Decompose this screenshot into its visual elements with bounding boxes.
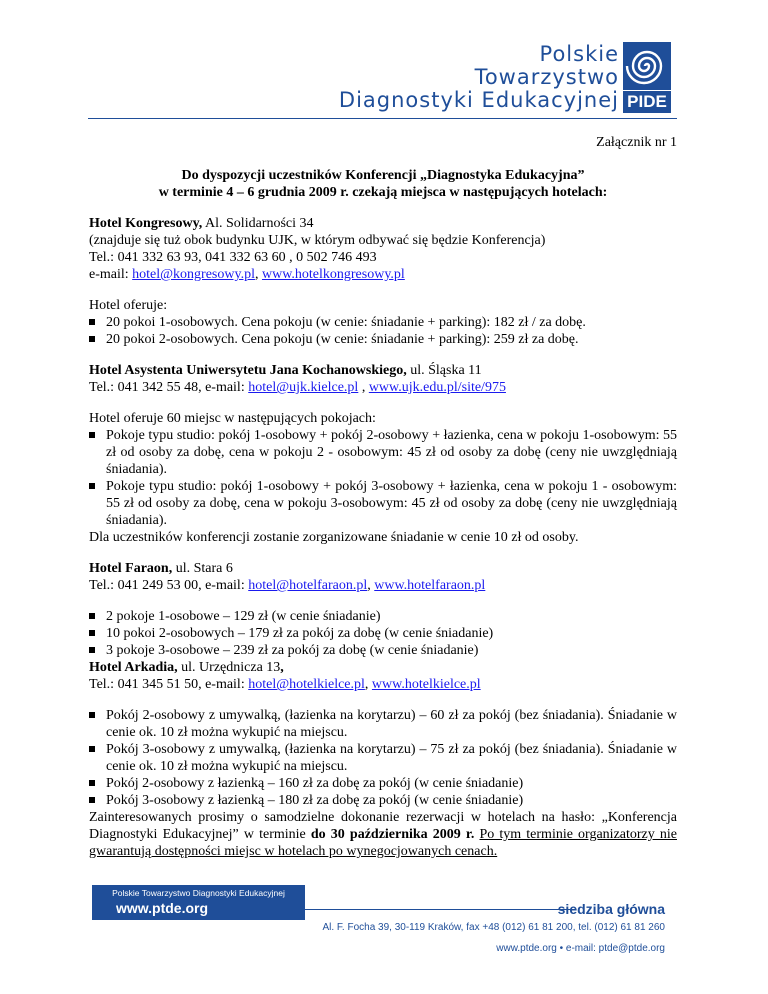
hotel-arkadia-www-link[interactable]: www.hotelkielce.pl — [371, 677, 481, 692]
bullet-icon — [89, 613, 95, 619]
org-name-line1: Polskie — [539, 42, 619, 66]
hotel-kongresowy-info — [89, 215, 677, 283]
closing-paragraph — [89, 809, 677, 860]
hotel-arkadia-info — [89, 659, 677, 693]
contact-prefix: Tel.: 041 345 51 50, e-mail: — [89, 677, 249, 692]
bullet-icon — [89, 336, 95, 342]
list-item: 20 pokoi 2-osobowych. Cena pokoju (w cenie: śniadanie + parking): 259 zł za dobę. — [89, 331, 677, 348]
footer-headquarters: siedziba główna — [557, 901, 665, 917]
hotel-kongresowy-note: (znajduje się tuż obok budynku UJK, w którym odbywać się będzie Konferencja) — [89, 233, 546, 248]
bullet-icon — [89, 432, 95, 438]
bullet-icon — [89, 483, 95, 489]
hotel-faraon-www-link[interactable]: www.hotelfaraon.pl — [374, 578, 486, 593]
hotel-kongresowy-phones: Tel.: 041 332 63 93, 041 332 63 60 , 0 502 746 493 — [89, 250, 377, 265]
list-item: Pokój 2-osobowy z umywalką, (łazienka na korytarzu) – 60 zł za pokój (bez śniadania). Śniadanie w cenie ok. 10 zł można wykupić na miejscu. — [89, 707, 677, 741]
bullet-icon — [89, 647, 95, 653]
footer-url[interactable]: www.ptde.org — [116, 900, 209, 916]
separator: , — [364, 677, 372, 692]
bullet-icon — [89, 746, 95, 752]
hotel-kongresowy-offer — [89, 297, 677, 348]
hotel-arkadia-offer — [89, 707, 677, 809]
footer-divider — [305, 909, 575, 910]
hotel-faraon-name: Hotel Faraon, — [89, 561, 173, 576]
list-item: 2 pokoje 1-osobowe – 129 zł (w cenie śniadanie) — [89, 608, 677, 625]
list-item: 10 pokoi 2-osobowych – 179 zł za pokój za dobę (w cenie śniadanie) — [89, 625, 677, 642]
hotel-faraon-offer — [89, 608, 677, 659]
contact-prefix: Tel.: 041 249 53 00, e-mail: — [89, 578, 249, 593]
separator: , — [254, 267, 262, 282]
hotel-faraon-email-link[interactable]: hotel@hotelfaraon.pl — [248, 578, 368, 593]
hotel-kongresowy-name: Hotel Kongresowy, — [89, 216, 203, 231]
logo-badge: PIDE — [623, 91, 671, 113]
list-item: 3 pokoje 3-osobowe – 239 zł za pokój za dobę (w cenie śniadanie) — [89, 642, 677, 659]
breakfast-note: Dla uczestników konferencji zostanie zorganizowane śniadanie w cenie 10 zł od osoby. — [89, 530, 579, 545]
hotel-kongresowy-email-link[interactable]: hotel@kongresowy.pl — [132, 267, 255, 282]
offer-label: Hotel oferuje 60 miejsc w następujących pokojach: — [89, 411, 376, 426]
footer-address: Al. F. Focha 39, 30-119 Kraków, fax +48 (012) 61 81 200, tel. (012) 61 81 260 — [322, 922, 665, 933]
hotel-asystenta-address: ul. Śląska 11 — [406, 363, 482, 378]
separator: , — [367, 578, 375, 593]
title-line2: w terminie 4 – 6 grudnia 2009 r. czekają miejsca w następujących hotelach: — [158, 185, 608, 200]
closing-deadline: do 30 października 2009 r. — [310, 827, 475, 842]
offer-label: Hotel oferuje: — [89, 298, 168, 313]
closing-text: Zainteresowanych prosimy o samodzielne dokonanie rezerwacji w hotelach na hasło: „Konferencja Diagnostyki Edukacyjnej” w terminie — [89, 810, 677, 842]
org-name-line3: Diagnostyki Edukacyjnej — [338, 88, 619, 112]
hotel-asystenta-www-link[interactable]: www.ujk.edu.pl/site/975 — [368, 380, 506, 395]
hotel-asystenta-email-link[interactable]: hotel@ujk.kielce.pl — [248, 380, 359, 395]
separator: , — [358, 380, 369, 395]
document-body — [89, 134, 677, 860]
hotel-arkadia-name: Hotel Arkadia, — [89, 660, 178, 675]
closing-disclaimer: Po tym terminie organizatorzy nie gwarantują dostępności miejsc w hotelach po wynegocjowanych cenach. — [89, 827, 677, 859]
footer-web[interactable]: www.ptde.org • e-mail: ptde@ptde.org — [496, 943, 665, 954]
hotel-faraon-info — [89, 560, 677, 594]
list-item: Pokój 3-osobowy z umywalką, (łazienka na korytarzu) – 75 zł za pokój (bez śniadania). Śniadanie w cenie ok. 10 zł można wykupić na miejscu. — [89, 741, 677, 775]
hotel-asystenta-name: Hotel Asystenta Uniwersytetu Jana Kochanowskiego, — [89, 363, 407, 378]
hotel-kongresowy-www-link[interactable]: www.hotelkongresowy.pl — [261, 267, 405, 282]
hotel-faraon-address: ul. Stara 6 — [172, 561, 233, 576]
list-item: Pokoje typu studio: pokój 1-osobowy + pokój 2-osobowy + łazienka, cena w pokoju 1-osobowym: 55 zł od osoby za dobę, cena w pokoju 2 - osobowym: 45 zł od osoby za dobę (ceny nie uwzględniają śniadania). — [89, 427, 677, 478]
header-divider — [88, 118, 677, 119]
title-line1: Do dyspozycji uczestników Konferencji „Diagnostyka Edukacyjna” — [181, 168, 585, 183]
footer-org-name: Polskie Towarzystwo Diagnostyki Edukacyjnej — [112, 888, 285, 898]
bullet-icon — [89, 630, 95, 636]
bullet-icon — [89, 780, 95, 786]
hotel-kongresowy-address: Al. Solidarności 34 — [202, 216, 314, 231]
address-comma: , — [280, 660, 284, 675]
hotel-arkadia-email-link[interactable]: hotel@hotelkielce.pl — [248, 677, 365, 692]
email-label: e-mail: — [89, 267, 133, 282]
contact-prefix: Tel.: 041 342 55 48, e-mail: — [89, 380, 249, 395]
bullet-icon — [89, 712, 95, 718]
spiral-logo-icon — [623, 42, 671, 90]
list-item: 20 pokoi 1-osobowych. Cena pokoju (w cenie: śniadanie + parking): 182 zł / za dobę. — [89, 314, 677, 331]
bullet-icon — [89, 319, 95, 325]
list-item: Pokój 3-osobowy z łazienką – 180 zł za dobę za pokój (w cenie śniadanie) — [89, 792, 677, 809]
list-item: Pokoje typu studio: pokój 1-osobowy + pokój 3-osobowy + łazienka, cena w pokoju 1 - osobowym: 55 zł od osoby za dobę, cena w pokoju 3-osobowym: 45 zł od osoby za dobę (ceny nie uwzględniają śniadania). — [89, 478, 677, 529]
list-item: Pokój 2-osobowy z łazienką – 160 zł za dobę za pokój (w cenie śniadanie) — [89, 775, 677, 792]
hotel-asystenta-info — [89, 362, 677, 396]
attachment-label: Załącznik nr 1 — [596, 135, 677, 150]
hotel-arkadia-address: ul. Urzędnicza 13 — [177, 660, 281, 675]
org-name-line2: Towarzystwo — [474, 65, 619, 89]
footer-org-bar — [92, 885, 305, 920]
bullet-icon — [89, 797, 95, 803]
hotel-asystenta-offer — [89, 410, 677, 546]
